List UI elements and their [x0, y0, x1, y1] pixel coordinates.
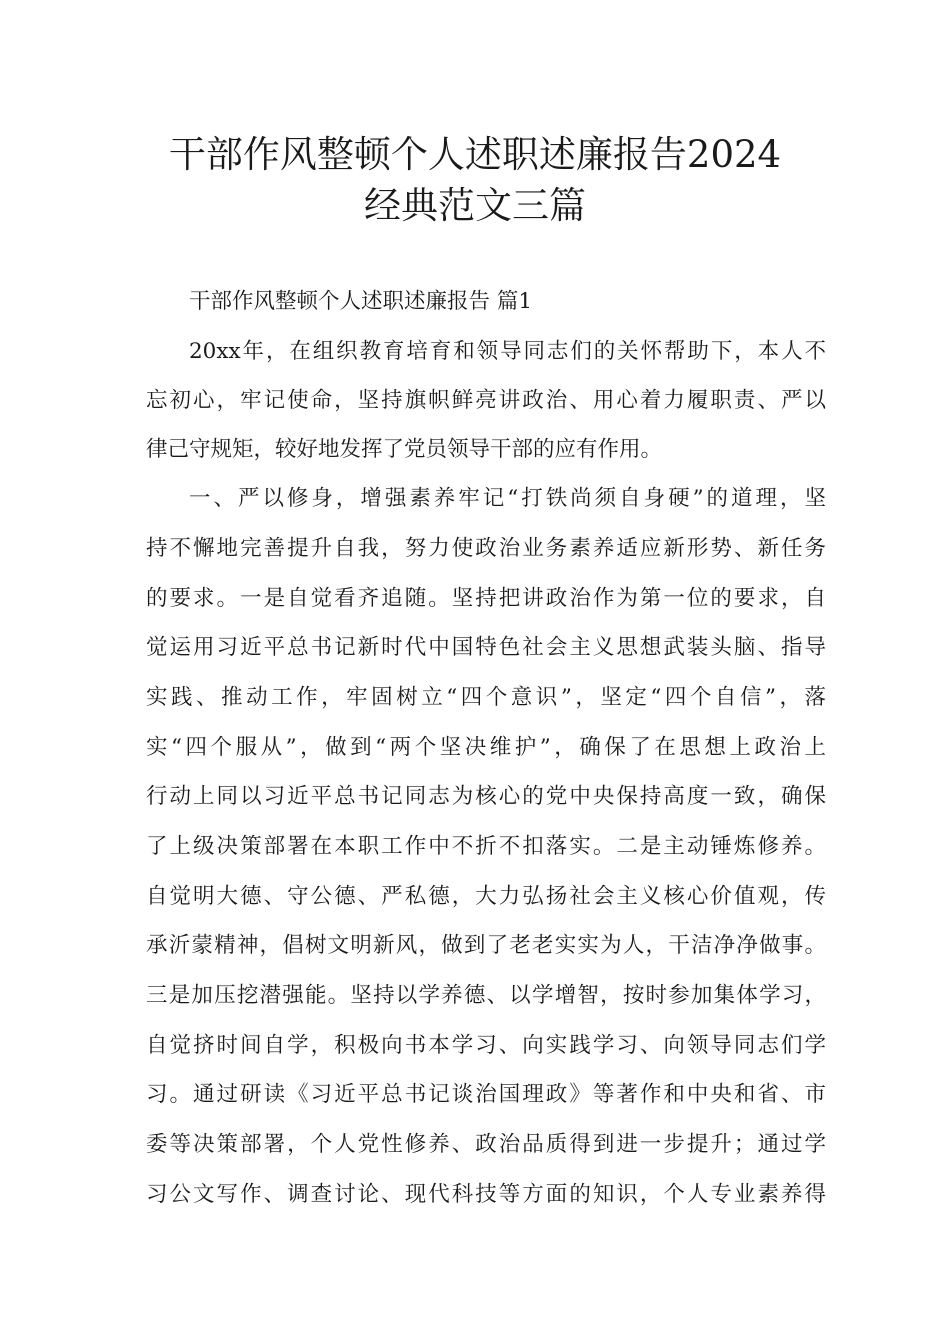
paragraph-line: 律己守规矩，较好地发挥了党员领导干部的应有作用。	[146, 437, 663, 462]
paragraph-line: 忘初心，牢记使命，坚持旗帜鲜亮讲政治、用心着力履职责、严以	[146, 388, 826, 413]
section-heading: 干部作风整顿个人述职述廉报告 篇1	[189, 289, 533, 314]
paragraph-line: 20xx年，在组织教育培育和领导同志们的关怀帮助下，本人不	[189, 339, 826, 364]
paragraph-line: 实践、推动工作，牢固树立“四个意识”，坚定“四个自信”，落	[146, 685, 826, 710]
paragraph-line: 委等决策部署，个人党性修养、政治品质得到进一步提升；通过学	[146, 1132, 826, 1157]
paragraph-line: 行动上同以习近平总书记同志为核心的党中央保持高度一致，确保	[146, 784, 826, 809]
paragraph-line: 习公文写作、调查讨论、现代科技等方面的知识，个人专业素养得	[146, 1182, 826, 1207]
paragraph-line: 自觉挤时间自学，积极向书本学习、向实践学习、向领导同志们学	[146, 1033, 826, 1058]
paragraph-line: 自觉明大德、守公德、严私德，大力弘扬社会主义核心价值观，传	[146, 884, 826, 909]
paragraph-line: 持不懈地完善提升自我，努力使政治业务素养适应新形势、新任务	[146, 536, 826, 561]
paragraph-line: 了上级决策部署在本职工作中不折不扣落实。二是主动锤炼修养。	[146, 834, 826, 859]
paragraph-line: 实“四个服从”，做到“两个坚决维护”，确保了在思想上政治上	[146, 735, 826, 760]
paragraph-line: 承沂蒙精神，倡树文明新风，做到了老老实实为人，干洁净净做事。	[146, 933, 826, 958]
document-title-line-1: 干部作风整顿个人述职述廉报告2024	[168, 133, 782, 176]
paragraph-line: 习。通过研读《习近平总书记谈治国理政》等著作和中央和省、市	[146, 1082, 826, 1107]
document-title-line-2: 经典范文三篇	[364, 184, 586, 227]
paragraph-line: 一、严以修身，增强素养牢记“打铁尚须自身硬”的道理，坚	[189, 486, 826, 511]
paragraph-line: 的要求。一是自觉看齐追随。坚持把讲政治作为第一位的要求，自	[146, 586, 826, 611]
paragraph-line: 三是加压挖潜强能。坚持以学养德、以学增智，按时参加集体学习，	[146, 983, 826, 1008]
paragraph-line: 觉运用习近平总书记新时代中国特色社会主义思想武装头脑、指导	[146, 635, 826, 660]
